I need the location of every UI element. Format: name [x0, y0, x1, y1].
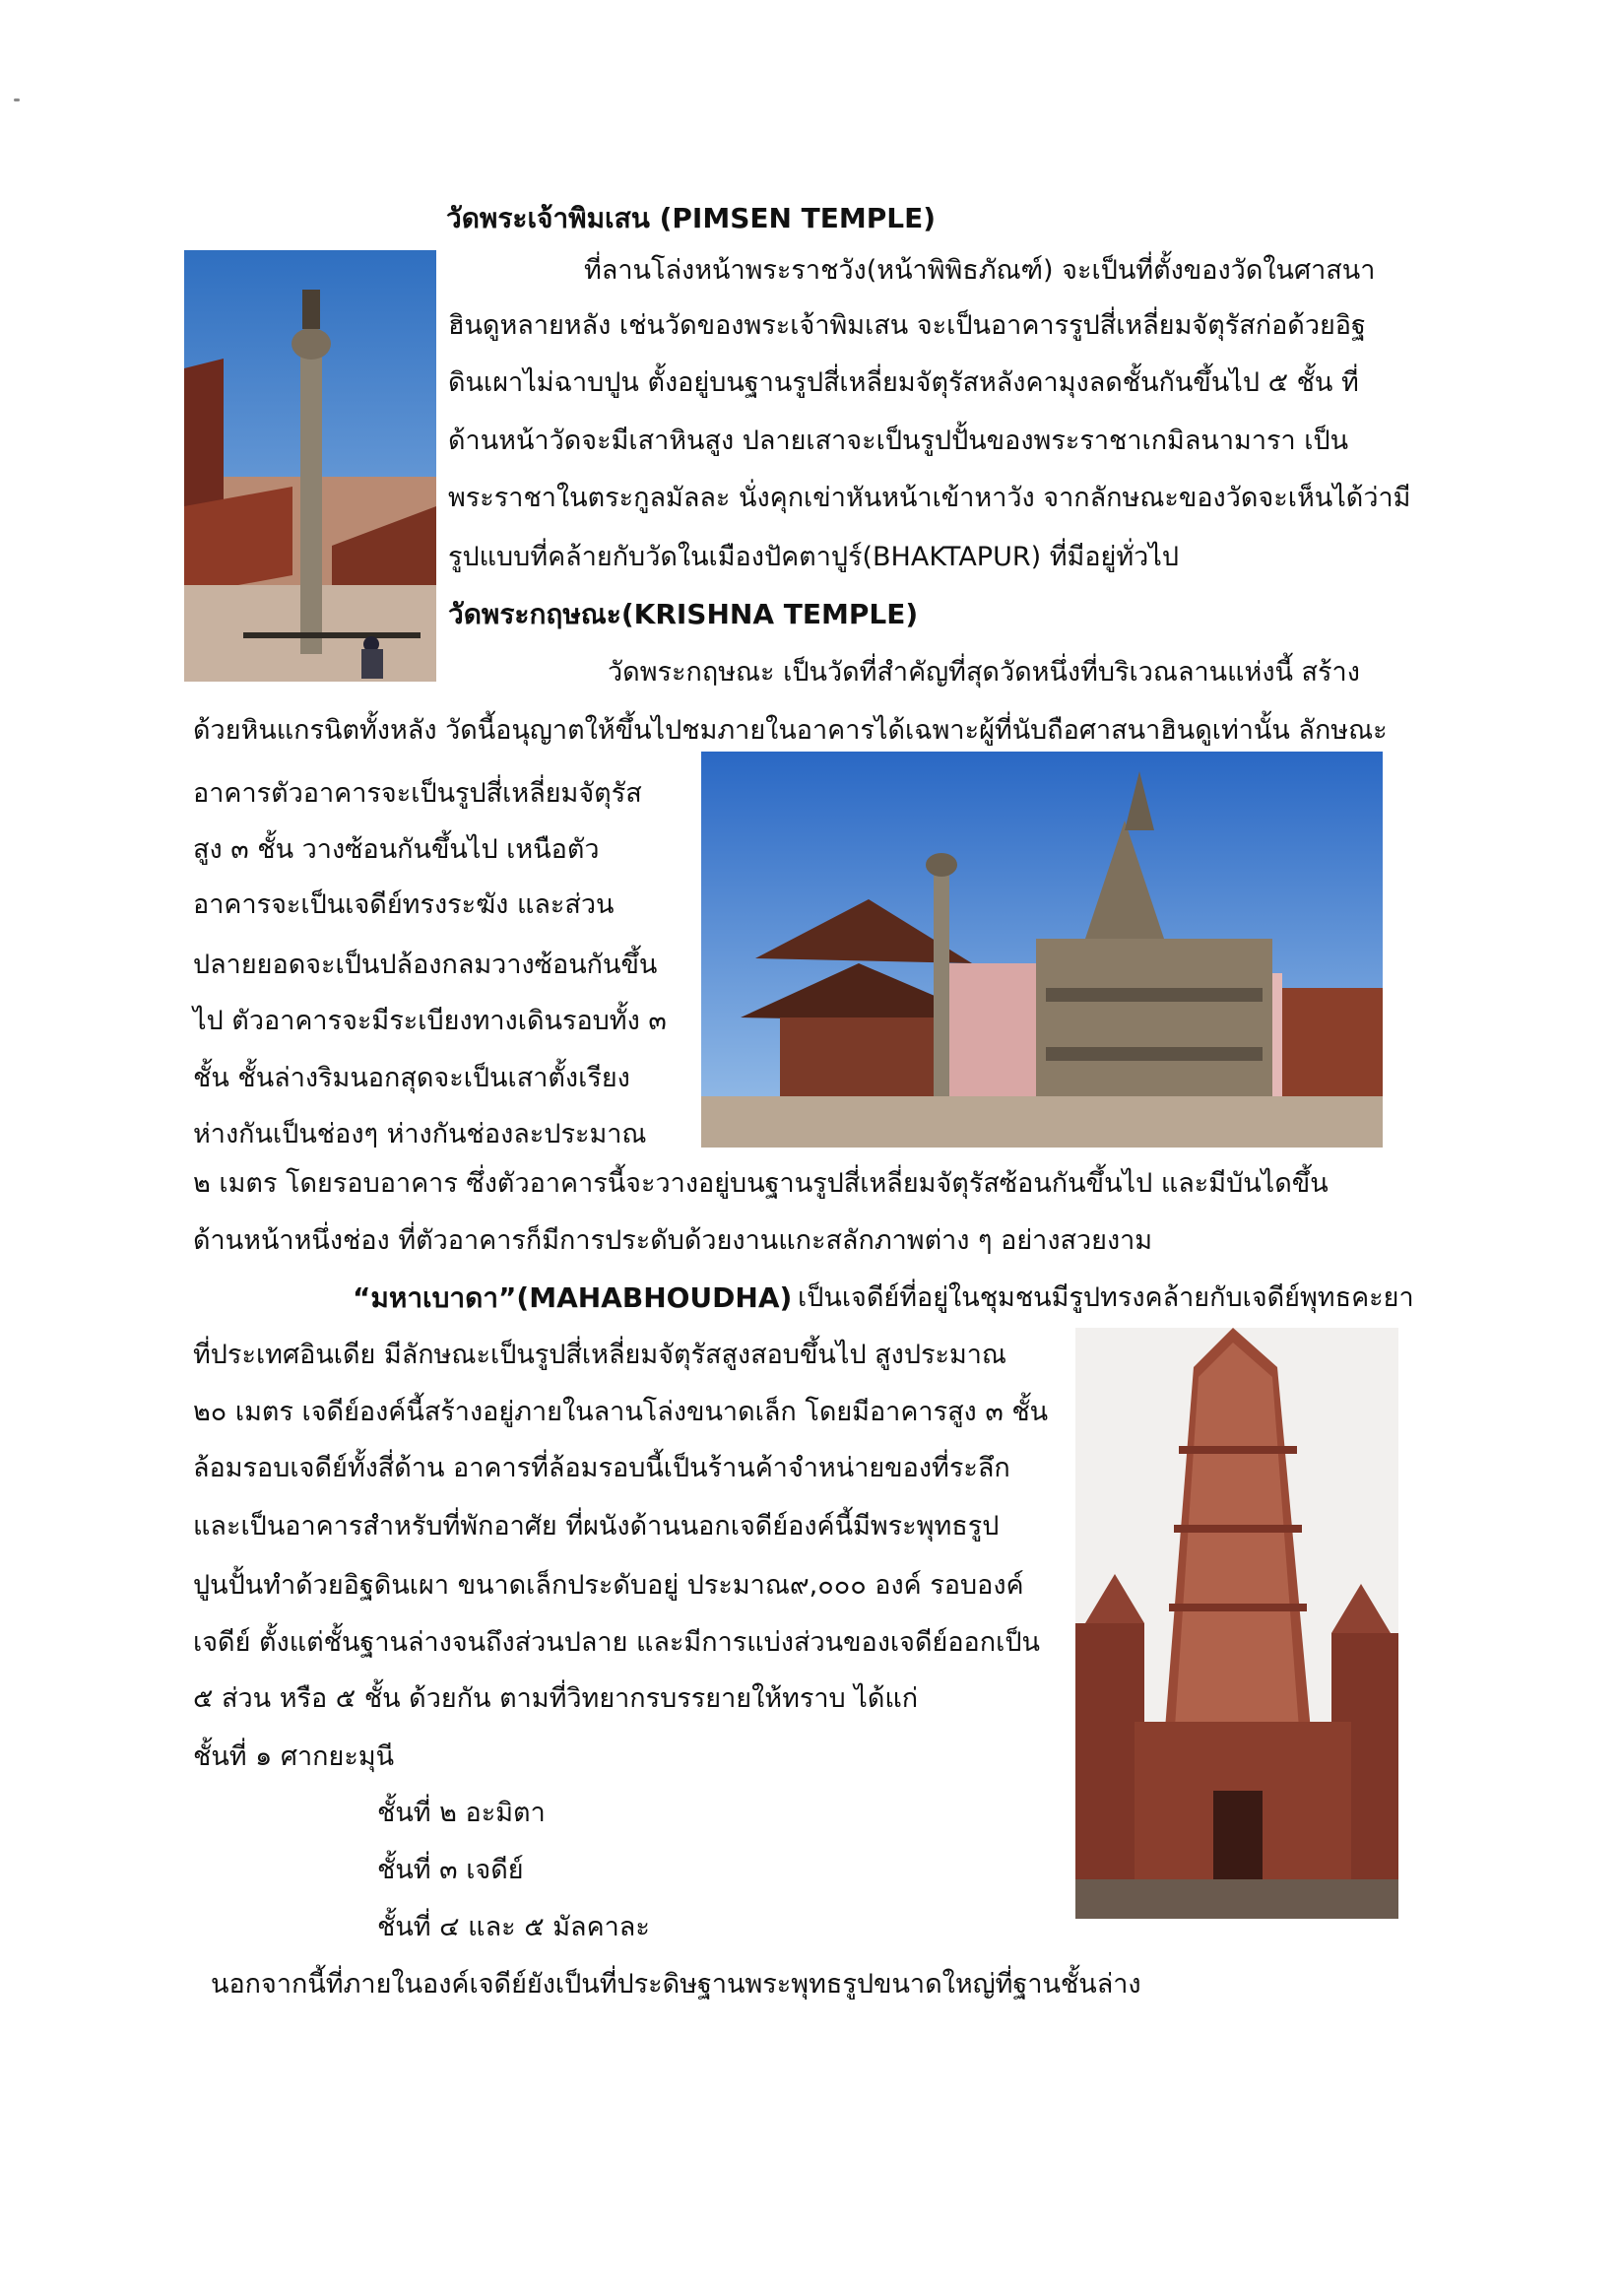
pimsen-line-4: ด้านหน้าวัดจะมีเสาหินสูง ปลายเสาจะเป็นรูปปั้นของพระราชาเกมิลนามารา เป็น: [448, 426, 1349, 456]
pimsen-temple-photo: [184, 250, 436, 682]
krishna-line-5: อาคารจะเป็นเจดีย์ทรงระฆัง และส่วน: [193, 889, 615, 920]
krishna-line-6: ปลายยอดจะเป็นปล้องกลมวางซ้อนกันขึ้น: [193, 950, 658, 980]
krishna-line-10: ๒ เมตร โดยรอบอาคาร ซึ่งตัวอาคารนี้จะวางอยู่บนฐานรูปสี่เหลี่ยมจัตุรัสซ้อนกันขึ้นไป และมีบันไดขึ้น: [193, 1168, 1329, 1199]
mahabhoudha-line-2: ๒๐ เมตร เจดีย์องค์นี้สร้างอยู่ภายในลานโล่งขนาดเล็ก โดยมีอาคารสูง ๓ ชั้น: [193, 1397, 1049, 1427]
krishna-heading: วัดพระกฤษณะ(KRISHNA TEMPLE): [448, 598, 919, 630]
krishna-temple-photo: [701, 752, 1383, 1148]
mahabhoudha-line-7: ๕ ส่วน หรือ ๕ ชั้น ด้วยกัน ตามที่วิทยากรบรรยายให้ทราบ ได้แก่: [193, 1683, 919, 1714]
pimsen-heading: วัดพระเจ้าพิมเสน (PIMSEN TEMPLE): [446, 202, 937, 234]
tier-2: ชั้นที่ ๒ อะมิตา: [377, 1798, 546, 1828]
mahabhoudha-closing: นอกจากนี้ที่ภายในองค์เจดีย์ยังเป็นที่ประดิษฐานพระพุทธรูปขนาดใหญ่ที่ฐานชั้นล่าง: [211, 1969, 1141, 2000]
krishna-line-4: สูง ๓ ชั้น วางซ้อนกันขึ้นไป เหนือตัว: [193, 834, 600, 865]
pimsen-line-6: รูปแบบที่คล้ายกับวัดในเมืองปัคตาปูร์(BHAKTAPUR) ที่มีอยู่ทั่วไป: [448, 542, 1180, 572]
mahabhoudha-line-8: ชั้นที่ ๑ ศากยะมุนี: [193, 1741, 395, 1772]
pimsen-line-5: พระราชาในตระกูลมัลละ นั่งคุกเข่าหันหน้าเข้าหาวัง จากลักษณะของวัดจะเห็นได้ว่ามี: [448, 483, 1411, 513]
krishna-line-1: วัดพระกฤษณะ เป็นวัดที่สำคัญที่สุดวัดหนึ่งที่บริเวณลานแห่งนี้ สร้าง: [608, 657, 1360, 688]
krishna-line-3: อาคารตัวอาคารจะเป็นรูปสี่เหลี่ยมจัตุรัส: [193, 778, 642, 809]
krishna-line-9: ห่างกันเป็นช่องๆ ห่างกันช่องละประมาณ: [193, 1119, 647, 1149]
krishna-line-11: ด้านหน้าหนึ่งช่อง ที่ตัวอาคารก็มีการประดับด้วยงานแกะสลักภาพต่าง ๆ อย่างสวยงาม: [193, 1225, 1153, 1256]
pimsen-line-1: ที่ลานโล่งหน้าพระราชวัง(หน้าพิพิธภัณฑ์) จะเป็นที่ตั้งของวัดในศาสนา: [584, 255, 1376, 286]
mahabhoudha-line-6: เจดีย์ ตั้งแต่ชั้นฐานล่างจนถึงส่วนปลาย และมีการแบ่งส่วนของเจดีย์ออกเป็น: [193, 1627, 1040, 1658]
mahabhoudha-heading: “มหาเบาดา”(MAHABHOUDHA): [353, 1281, 793, 1314]
mahabhoudha-line-3: ล้อมรอบเจดีย์ทั้งสี่ด้าน อาคารที่ล้อมรอบนี้เป็นร้านค้าจำหน่ายของที่ระลึก: [193, 1453, 1010, 1483]
pimsen-line-2: ฮินดูหลายหลัง เช่นวัดของพระเจ้าพิมเสน จะเป็นอาคารรูปสี่เหลี่ยมจัตุรัสก่อด้วยอิฐ: [448, 310, 1366, 341]
scan-mark: [14, 98, 20, 101]
tier-3: ชั้นที่ ๓ เจดีย์: [377, 1855, 524, 1885]
mahabhoudha-line-5: ปูนปั้นทำด้วยอิฐดินเผา ขนาดเล็กประดับอยู่ ประมาณ๙,๐๐๐ องค์ รอบองค์: [193, 1570, 1024, 1601]
pimsen-line-3: ดินเผาไม่ฉาบปูน ตั้งอยู่บนฐานรูปสี่เหลี่ยมจัตุรัสหลังคามุงลดชั้นกันขึ้นไป ๕ ชั้น ที่: [448, 367, 1359, 398]
krishna-line-7: ไป ตัวอาคารจะมีระเบียงทางเดินรอบทั้ง ๓: [193, 1006, 667, 1036]
mahabhoudha-temple-photo: [1075, 1328, 1398, 1919]
mahabhoudha-line-1: ที่ประเทศอินเดีย มีลักษณะเป็นรูปสี่เหลี่ยมจัตุรัสสูงสอบขึ้นไป สูงประมาณ: [193, 1340, 1006, 1370]
mahabhoudha-heading-rest: เป็นเจดีย์ที่อยู่ในชุมชนมีรูปทรงคล้ายกับเจดีย์พุทธคะยา: [798, 1282, 1414, 1313]
mahabhoudha-line-4: และเป็นอาคารสำหรับที่พักอาศัย ที่ผนังด้านนอกเจดีย์องค์นี้มีพระพุทธรูป: [193, 1511, 1000, 1542]
krishna-line-8: ชั้น ชั้นล่างริมนอกสุดจะเป็นเสาตั้งเรียง: [193, 1063, 630, 1093]
tier-4-5: ชั้นที่ ๔ และ ๕ มัลคาละ: [377, 1912, 650, 1942]
krishna-line-2: ด้วยหินแกรนิตทั้งหลัง วัดนี้อนุญาตให้ขึ้นไปชมภายในอาคารได้เฉพาะผู้ที่นับถือศาสนาฮินดูเท่านั้น ลักษณะ: [193, 715, 1388, 746]
